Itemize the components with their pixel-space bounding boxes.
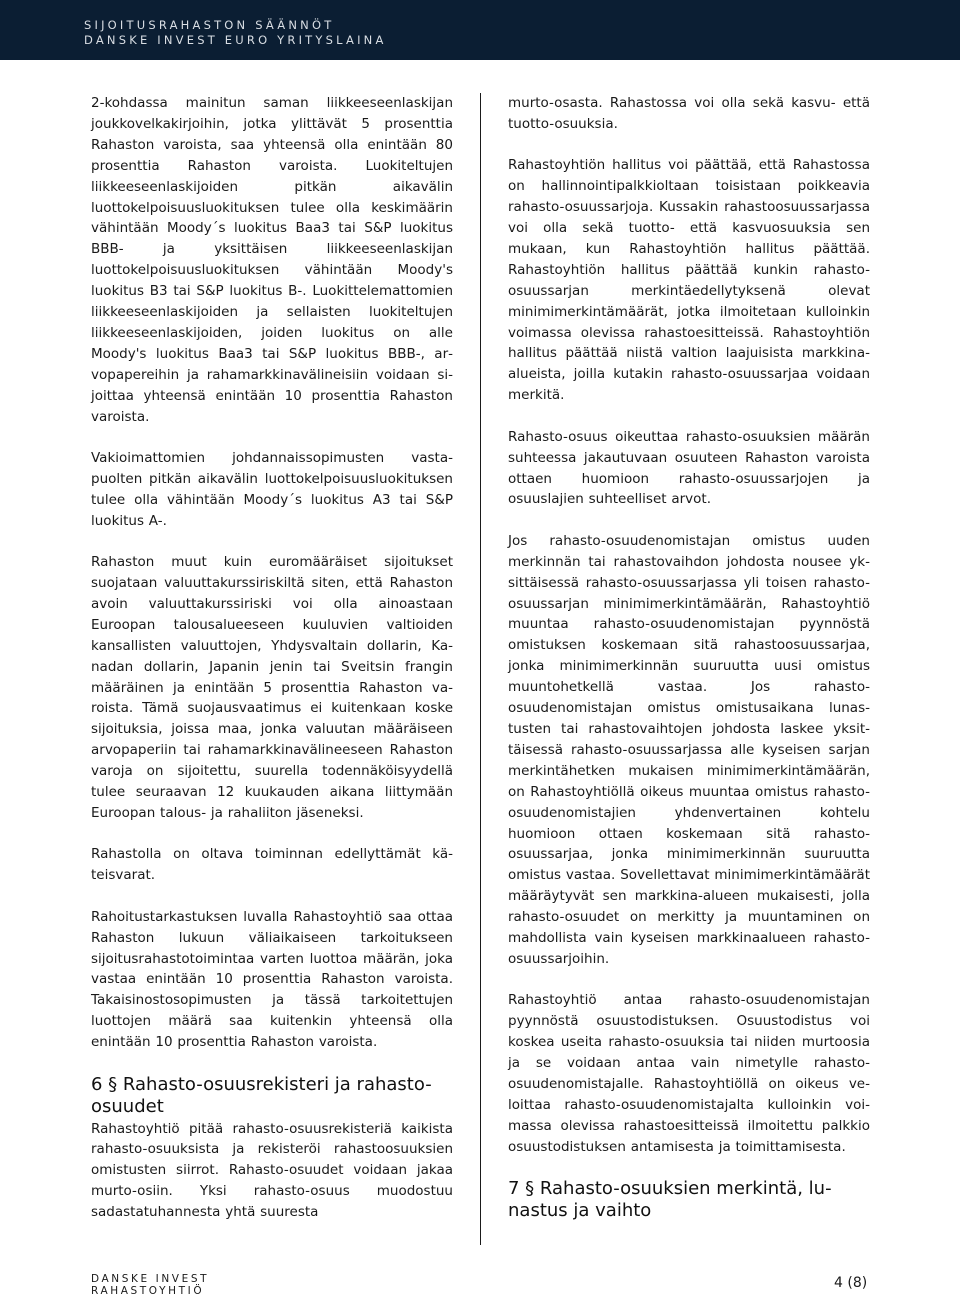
paragraph-currency-hedging: Rahaston muut kuin euromääräiset sijoitukset suojataan valuuttakurssiriskiltä siten, että Rahaston avoin valuuttakurssiriski voi olla ainoastaan Euroopan talousalueeseen kuuluvien valtioiden kansallisten valuuttojen, Yhdysvaltain dollarin, Kanadan dollarin, Japanin jenin tai Sveitsin frangin määräinen ja enintään 5 prosenttia Rahaston varoista. Tämä suojausvaatimus ei kuitenkaan koske sijoituksia, joissa maa, jonka valuutan määräiseen arvopaperiin tai rahamarkkinavälineeseen Rahaston varoja on sijoitettu, suurella todennäköisyydellä tulee seuraavan 12 kuukauden aikana liittymään Euroopan talous- ja rahaliiton jäseneksi.	[91, 554, 453, 821]
right-column	[508, 93, 870, 1223]
paragraph-unit-types: murto-osasta. Rahastossa voi olla sekä kasvu- että tuotto-osuuksia.	[508, 95, 870, 132]
footer-brand-line1: DANSKE INVEST	[91, 1273, 210, 1285]
page-number: 4 (8)	[834, 1275, 868, 1291]
paragraph-series-conversion: Jos rahasto-osuudenomistajan omistus uuden merkinnän tai rahastovaihdon johdosta nousee yksittäisessä rahasto-osuussarjassa yli toisen rahasto-osuussarjan minimimerkintämäärän, Rahastoyhtiö muuntaa rahasto-osuudenomistajan pyynnöstä omistuksen koskemaan sitä rahastoosuussarjaa, jonka minimimerkinnän suuruutta uusi omistus muuntohetkellä vastaa. Jos rahastoosuudenomistajan omistus omistusaikana lunastusten tai rahastovaihtojen johdosta laskee yksittäisessä rahasto-osuussarjassa alle kyseisen sarjan merkintähetken mukaisen minimimerkintämäärän, on Rahastoyhtiöllä oikeus muuntaa omistus rahasto-osuudenomistajien yhdenvertainen kohtelu huomioon ottaen koskemaan sitä rahastoosuussarjaa, jonka minimimerkinnän suuruutta omistus vastaa. Sovellettavat minimimerkintämäärät määräytyvät sen markkina-alueen mukaisesti, jolla rahasto-osuudet on merkitty ja muuntaminen on mahdollista vain kyseisen markkinaalueen rahasto-osuussarjoihin.	[508, 532, 870, 967]
section-heading-6: 6 § Rahasto-osuusrekisteri ja rahasto-osuudet	[91, 1073, 432, 1117]
header-document-title: SIJOITUSRAHASTON SÄÄNNÖT	[84, 18, 335, 32]
paragraph-unit-register: Rahastoyhtiö pitää rahasto-osuusrekisteriä kaikista rahasto-osuuksista ja rekisteröi rahastoosuuksien omistusten siirrot. Rahasto-osuudet voidaan jakaa murto-osiin. Yksi rahasto-osuus muodostuu sadastatuhannesta yhtä suuresta	[91, 1120, 453, 1221]
paragraph-issuer-limits: 2-kohdassa mainitun saman liikkeeseenlaskijan joukkovelkakirjoihin, jotka ylittävät 5 prosenttia Rahaston varoista, saa yhteensä olla enintään 80 prosenttia Rahaston varoista. Luokiteltujen liikkeeseenlaskijoiden pitkän aikavälin luottokelpoisuusluokituksen tulee olla keskimäärin vähintään Moody´s luokitus Baa3 tai S&P luokitus BBB- ja yksittäisen liikkeeseenlaskijan luottokelpoisuusluokituksen vähintään Moody's luokitus B3 tai S&P luokitus B-. Luokittelemattomien liikkeeseenlaskijoiden ja sellaisten luokiteltujen liikkeeseenlaskijoiden, joiden luokitus on alle Moody's luokitus Baa3 tai S&P luokitus BBB-, arvopapereihin ja rahamarkkinavälineisiin voidaan sijoittaa yhteensä enintään 10 prosenttia Rahaston varoista.	[91, 95, 453, 425]
paragraph-borrowing: Rahoitustarkastuksen luvalla Rahastoyhtiö saa ottaa Rahaston lukuun väliaikaiseen tarkoitukseen sijoitusrahastotoimintaa varten luottoa määrän, joka vastaa enintään 10 prosenttia Rahaston varoista. Takaisinostosopimusten ja tässä tarkoitettujen luottojen määrä saa kuitenkin yhteensä olla enintään 10 prosenttia Rahaston varoista.	[91, 908, 453, 1051]
header-fund-name: DANSKE INVEST EURO YRITYSLAINA	[84, 33, 387, 47]
footer-brand-line2: RAHASTOYHTIÖ	[91, 1285, 205, 1297]
paragraph-unit-certificate: Rahastoyhtiö antaa rahasto-osuudenomistajan pyynnöstä osuustodistuksen. Osuustodistus voi koskea useita rahasto-osuuksia tai niiden murtoosia ja se voidaan antaa vain nimetylle rahastoosuudenomistajalle. Rahastoyhtiöllä on oikeus veloittaa rahasto-osuudenomistajalta kulloinkin voimassa olevissa rahastoesitteissä ilmoitettu palkkio osuustodistuksen antamisesta ja toimittamisesta.	[508, 992, 870, 1155]
section-heading-7: 7 § Rahasto-osuuksien merkintä, lunastus ja vaihto	[508, 1178, 832, 1222]
paragraph-derivatives-rating: Vakioimattomien johdannaissopimusten vastapuolten pitkän aikavälin luottokelpoisuusluokituksen tulee olla vähintään Moody´s luokitus A3 tai S&P luokitus A-.	[91, 450, 453, 529]
paragraph-cash: Rahastolla on oltava toiminnan edellyttämät käteisvarat.	[91, 846, 453, 884]
footer-logo	[91, 1273, 209, 1297]
paragraph-unit-rights: Rahasto-osuus oikeuttaa rahasto-osuuksien määrän suhteessa jakautuvaan osuuteen Rahaston varoista ottaen huomioon rahasto-osuussarjojen ja osuuslajien suhteelliset arvot.	[508, 428, 870, 508]
page-header	[0, 0, 960, 60]
column-divider	[480, 93, 481, 1245]
left-column	[91, 93, 453, 1223]
paragraph-unit-series: Rahastoyhtiön hallitus voi päättää, että Rahastossa on hallinnointipalkkioltaan toisistaan poikkeavia rahasto-osuussarjoja. Kussakin rahastoosuussarjassa voi olla sekä tuotto- että kasvuosuuksia sen mukaan, kun Rahastoyhtiön hallitus päättää. Rahastoyhtiön hallitus päättää kunkin rahasto-osuussarjan merkintäedellytyksenä olevat minimimerkintämäärät, jotka ilmoitetaan kulloinkin voimassa olevissa rahastoesitteissä. Rahastoyhtiön hallitus päättää niistä valtion laajuisista markkina-alueista, joilla kutakin rahasto-osuussarjaa voidaan merkitä.	[508, 157, 870, 404]
